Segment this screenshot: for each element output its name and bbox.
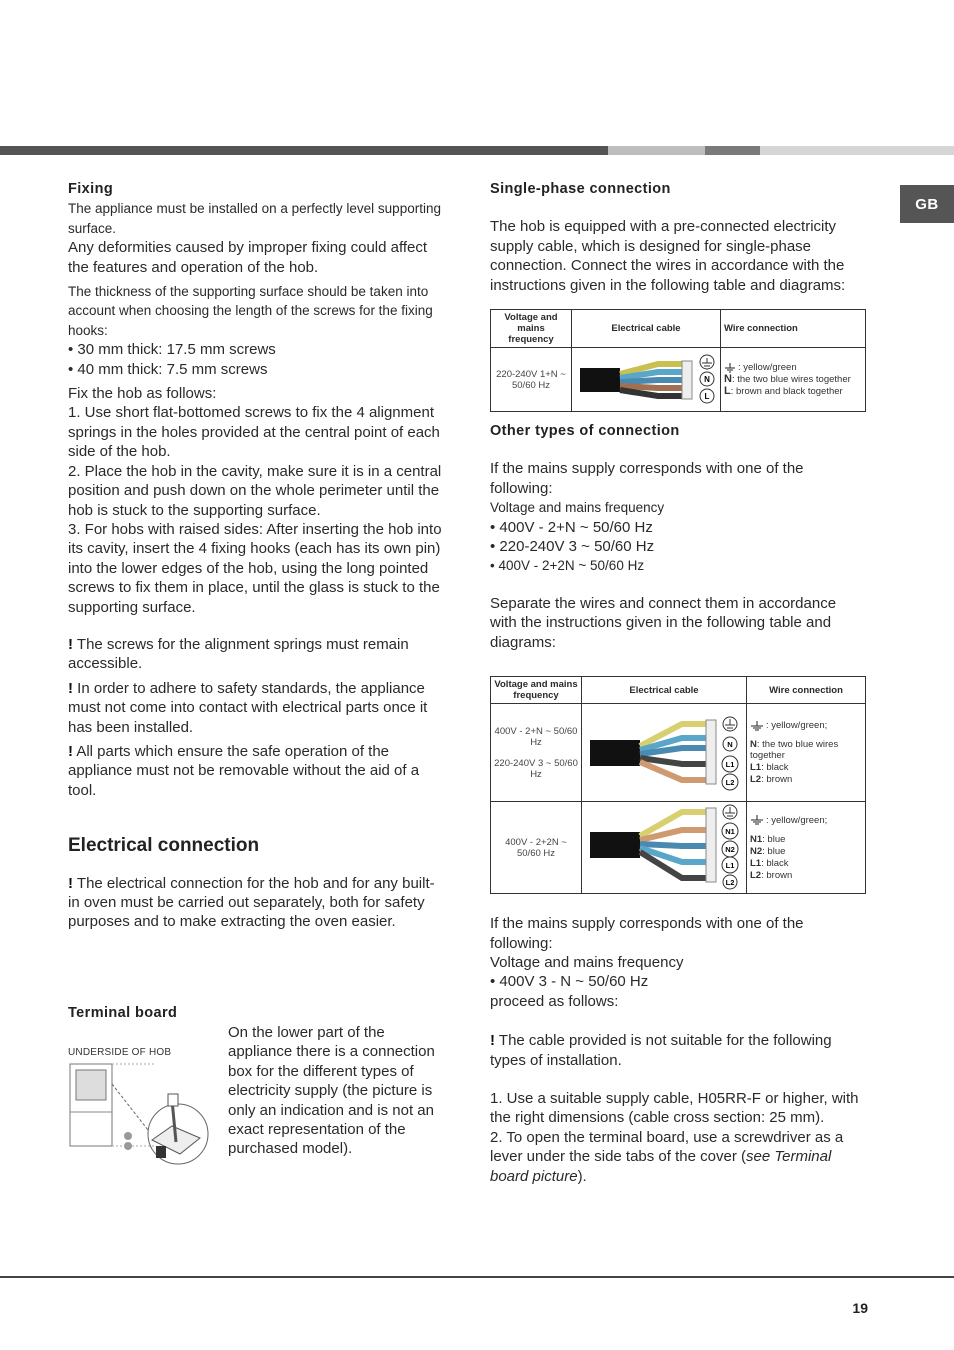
connection-key: N [750,739,757,751]
connection-text: : yellow/green; [766,720,828,732]
cable-diagram [582,802,744,890]
connection-key: L1 [750,762,762,774]
connection-key: L [724,385,731,398]
wire-connection-cell [747,802,866,894]
connection-text: : blue [762,845,786,857]
terminal-tag: L2 [725,778,735,788]
proceed-text: proceed as follows: [490,992,619,1010]
warning-text: All parts which ensure the safe operation of the appliance must not be removable without the aid of a tool. [68,742,420,799]
terminal-tag: L [704,392,710,402]
table-header: Wire connection [747,677,866,704]
terminal-tag: L2 [725,878,735,888]
connection-line [724,362,862,373]
table-header: Wire connection [721,310,866,348]
terminal-tag: L1 [725,861,735,871]
language-tab: GB [900,185,954,223]
terminal-tag: N [704,375,710,385]
cable-cell [582,704,747,802]
table-header: Electrical cable [572,310,721,348]
connection-key: N [724,373,732,386]
cable-cell [572,348,721,412]
list-item: • 220-240V 3 ~ 50/60 Hz [490,537,866,556]
single-phase-text: The hob is equipped with a pre-connected electricity supply cable, which is designed for single-phase connection. Connect the wires in accordance with the instructions given in the following table and diagrams: [490,218,846,294]
connection-line [724,374,862,385]
footer-rule [0,1276,954,1278]
table-row [491,802,866,894]
instruction-step [490,1128,866,1186]
fixing-paragraph: Any deformities caused by improper fixing could affect the features and operation of the hob. [68,239,428,276]
fix-step: 1. Use short flat-bottomed screws to fix the 4 alignment springs in the holes provided at the central point of each side of the hob. [68,404,440,461]
connection-line [750,846,862,857]
list-item: • 400V - 2+2N ~ 50/60 Hz [490,556,866,575]
table-row [491,704,866,802]
wire-connection-cell [747,704,866,802]
terminal-tag: N1 [725,827,735,837]
fixing-paragraph: The thickness of the supporting surface should be taken into account when choosing the length of the screws for the fixing hooks: [68,284,433,338]
multi-phase-table [490,676,866,894]
warning-note [68,874,444,932]
connection-key: L1 [750,857,762,869]
warning-note [68,635,444,674]
single-phase-table [490,309,866,412]
page-number: 19 [852,1300,868,1316]
fixing-paragraph: The appliance must be installed on a perfectly level supporting surface. [68,201,441,236]
cable-diagram [582,704,744,798]
table-header-row [491,677,866,704]
connection-line [750,815,862,826]
connection-key: L2 [750,869,762,881]
vmf-label: Voltage and mains frequency [490,953,684,971]
single-phase-heading: Single-phase connection [490,181,671,197]
vmf-label: Voltage and mains frequency [490,500,665,516]
terminal-board-section [68,1004,444,1023]
warning-note [490,1031,866,1070]
list-item: • 40 mm thick: 7.5 mm screws [68,360,444,379]
connection-text: : blue [762,833,786,845]
instruction-text: 2. To open the terminal board, use a screwdriver as a lever under the side tabs of the cover ( [490,1128,844,1166]
earth-icon [750,815,764,825]
table-header: Electrical cable [582,677,747,704]
table-header: Voltage and mains frequency [491,677,582,704]
other-intro: If the mains supply corresponds with one of the following: [490,460,804,497]
terminal-tag: N [727,740,733,750]
connection-text: : yellow/green [738,362,797,374]
terminal-board-heading: Terminal board [68,1005,178,1021]
connection-text: : brown and black together [730,386,843,398]
header-bar-segment [608,146,705,155]
voltage-cell [491,704,582,802]
earth-icon [724,363,736,373]
wire-connection-cell [721,348,866,412]
connection-key: L2 [750,774,762,786]
header-bar [0,146,954,155]
terminal-board-text-block [228,1023,446,1159]
terminal-board-text: On the lower part of the appliance there is a connection box for the different types of electricity supply (the picture is only an indication and is not an exact representation of the purchased model). [228,1024,435,1158]
connection-line [750,739,862,761]
connection-line [750,762,862,773]
header-bar-segment [760,146,954,155]
voltage-cell: 220-240V 1+N ~ 50/60 Hz [491,348,572,412]
connection-text: : the two blue wires together [750,739,839,762]
connection-line [750,870,862,881]
fixing-heading: Fixing [68,181,114,197]
list-item: • 400V - 2+N ~ 50/60 Hz [490,518,866,537]
instruction-reference: see Terminal board picture [490,1148,832,1185]
connection-text: : black [761,857,789,869]
right-column [490,180,866,1186]
warning-mark: ! [68,874,73,892]
connection-text: : brown [761,869,793,881]
connection-line [750,720,862,731]
table-row [491,348,866,412]
connection-line [724,386,862,397]
terminal-board-illustration [68,1060,213,1178]
underside-label: UNDERSIDE OF HOB [68,1047,172,1058]
voltage-cell: 400V - 2+2N ~ 50/60 Hz [491,802,582,894]
connection-text: : brown [761,774,793,786]
warning-text: In order to adhere to safety standards, the appliance must not come into contact with electrical parts once it has been installed. [68,679,428,736]
table-header-row [491,310,866,348]
warning-text: The screws for the alignment springs must remain accessible. [68,635,409,673]
cable-cell [582,802,747,894]
left-column [68,180,444,932]
warning-text: The electrical connection for the hob and for any built-in oven must be carried out separately, both for safety purposes and to make extracting the oven easier. [68,874,435,931]
list-item: • 30 mm thick: 17.5 mm screws [68,340,444,359]
connection-line [750,774,862,785]
header-bar-segment [705,146,760,155]
instruction-text: ). [577,1167,587,1185]
connection-key: N1 [750,833,763,845]
electrical-connection-heading: Electrical connection [68,835,260,857]
connection-line [750,858,862,869]
voltage-text: 400V - 2+N ~ 50/60 Hz [494,725,578,748]
connection-text: : yellow/green; [766,814,828,826]
terminal-tag: N2 [725,845,735,855]
fix-intro: Fix the hob as follows: [68,385,217,403]
connection-line [750,834,862,845]
fix-step: 3. For hobs with raised sides: After inserting the hob into its cavity, insert the 4 fixing hooks (each has its own pin) into the lower edges of the hob, using the long pointed screws to fix them in place, until the glass is stuck to the supporting surface. [68,520,442,616]
other-connection-heading: Other types of connection [490,423,680,440]
warning-mark: ! [68,635,73,653]
fix-step: 2. Place the hob in the cavity, make sure it is in a central position and push down on the whole perimeter until the hob is stuck to the supporting surface. [68,462,442,519]
connection-text: : black [761,762,789,774]
warning-note [68,742,444,800]
warning-note [68,679,444,737]
earth-icon [750,721,764,731]
warning-text: The cable provided is not suitable for the following types of installation. [490,1032,832,1069]
list-item: • 400V 3 - N ~ 50/60 Hz [490,972,866,991]
voltage-text: 220-240V 3 ~ 50/60 Hz [494,757,578,780]
warning-mark: ! [490,1032,495,1050]
terminal-tag: L1 [725,760,735,770]
warning-mark: ! [68,679,73,697]
separate-text: Separate the wires and connect them in accordance with the instructions given in the following table and diagrams: [490,594,837,651]
connection-text: : the two blue wires together [731,374,851,386]
cable-diagram [572,348,720,408]
connection-key: N2 [750,845,763,857]
instruction-step: 1. Use a suitable supply cable, H05RR-F or higher, with the right dimensions (cable cross section: 25 mm). [490,1089,859,1127]
table-header: Voltage and mains frequency [491,310,572,348]
warning-mark: ! [68,742,73,760]
header-bar-segment [0,146,608,155]
second-intro: If the mains supply corresponds with one of the following: [490,915,804,952]
